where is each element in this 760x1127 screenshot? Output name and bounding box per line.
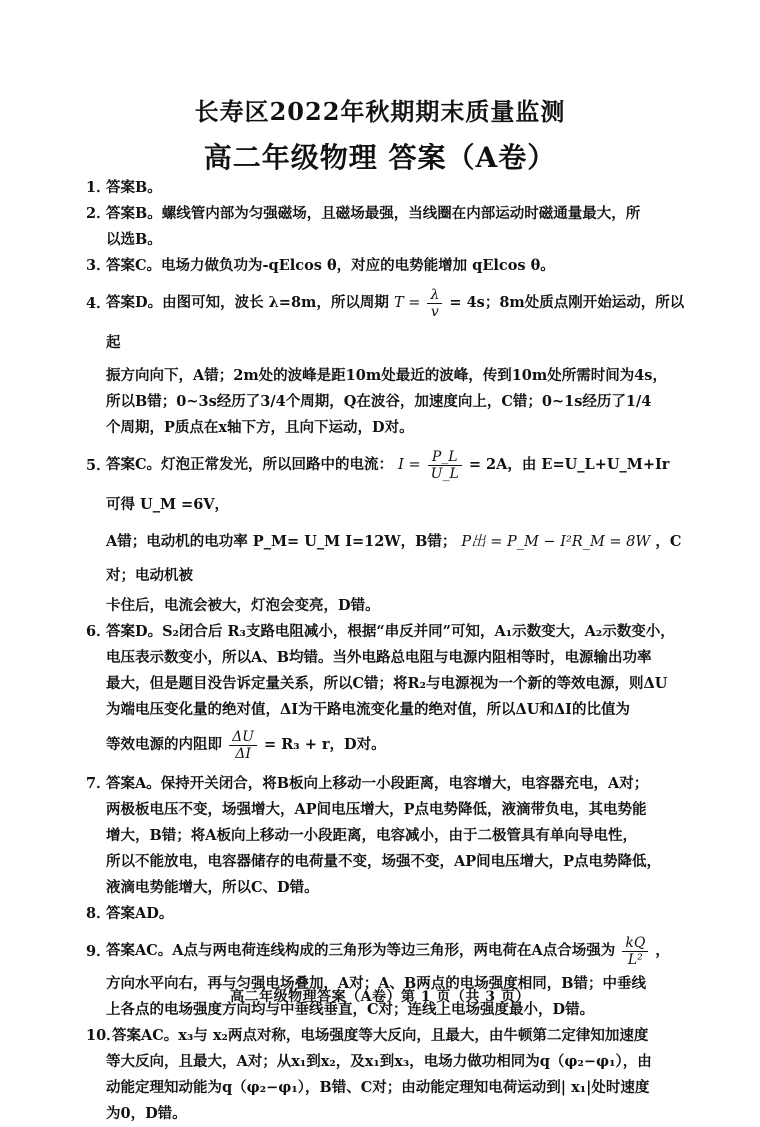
fraction-numerator: ΔU <box>229 729 257 746</box>
formula-symbol: I = <box>398 457 421 473</box>
fraction <box>427 287 442 320</box>
answer-list <box>86 175 686 1127</box>
answer-line: 答案C。电场力做负功为-qElcos θ，对应的电势能增加 qElcos θ。 <box>106 257 555 274</box>
text-segment: 答案AC。A点与两电荷连线构成的三角形为等边三角形，两电荷在A点合场强为 <box>106 942 616 959</box>
answer-line: 动能定理知动能为q（φ₂−φ₁），B错、C对；由动能定理知电荷运动到| x₁|处时速度 <box>106 1079 650 1096</box>
fraction-denominator: v <box>430 303 439 320</box>
formula-inline: P出 = P_M − I²R_M = 8W <box>461 534 651 550</box>
answer-number: 8． <box>86 905 111 922</box>
fraction-denominator: U_L <box>430 465 459 482</box>
answer-item-3 <box>86 253 686 279</box>
answer-number: 4． <box>86 295 111 312</box>
answer-key-title: 高二年级物理 答案（A卷） <box>203 141 557 174</box>
fraction-numerator: P_L <box>428 449 462 466</box>
answer-number: 3． <box>86 257 111 274</box>
text-segment: = 4s；8m处质点刚开始运动，所以起 <box>106 294 685 351</box>
text-segment: = R₃ + r，D对。 <box>264 736 386 753</box>
answer-line: 答案AC。x₃与 x₂两点对称，电场强度等大反向，且最大，由牛顿第二定律知加速度 <box>112 1027 649 1044</box>
answer-item-8 <box>86 901 686 927</box>
answer-line: 卡住后，电流会被大，灯泡会变亮，D错。 <box>106 597 380 614</box>
answer-line <box>106 723 686 767</box>
answer-line: 所以B错；0~3s经历了3/4个周期，Q在波谷，加速度向上，C错；0~1s经历了1/4 <box>106 393 652 410</box>
answer-number: 2． <box>86 205 111 222</box>
answer-number: 9． <box>86 943 111 960</box>
answer-line <box>106 931 686 971</box>
fraction-numerator: kQ <box>622 935 648 952</box>
answer-line: 方向水平向右，再与匀强电场叠加，A对；A、B两点的电场强度相同，B错；中垂线 <box>106 975 647 992</box>
answer-item-5 <box>86 445 686 619</box>
answer-line: 答案AD。 <box>106 905 174 922</box>
fraction <box>428 449 462 482</box>
answer-item-9 <box>86 931 686 1023</box>
answer-line: 个周期，P质点在x轴下方，且向下运动，D对。 <box>106 419 414 436</box>
answer-line: 上各点的电场强度方向均与中垂线垂直，C对；连线上电场强度最小，D错。 <box>106 1001 595 1018</box>
answer-number: 1． <box>86 179 111 196</box>
text-segment: A错；电动机的电功率 P_M= U_M I=12W，B错； <box>106 533 457 550</box>
answer-item-2 <box>86 201 686 253</box>
answer-line: 为端电压变化量的绝对值，ΔI为干路电流变化量的绝对值，所以ΔU和ΔI的比值为 <box>106 701 630 718</box>
fraction-denominator: ΔI <box>235 745 251 762</box>
page-footer: 高二年级物理答案（A卷）第 1 页（共 3 页） <box>230 989 530 1005</box>
answer-line: 电压表示数变小，所以A、B均错。当外电路总电阻与电源内阻相等时，电源输出功率 <box>106 649 652 666</box>
answer-line: 增大，B错；将A板向上移动一小段距离，电容减小，由于二极管具有单向导电性， <box>106 827 638 844</box>
answer-line: 振方向向下，A错；2m处的波峰是距10m处最近的波峰，传到10m处所需时间为4s， <box>106 367 667 384</box>
answer-line: 答案A。保持开关闭合，将B板向上移动一小段距离，电容增大，电容器充电，A对； <box>106 775 649 792</box>
answer-number: 6． <box>86 623 111 640</box>
answer-item-1 <box>86 175 686 201</box>
text-segment: ，C对；电动机被 <box>106 533 682 584</box>
fraction <box>229 729 257 762</box>
text-segment: ， <box>655 942 670 959</box>
text-segment: 等效电源的内阻即 <box>106 736 222 753</box>
text-segment: 答案C。灯泡正常发光，所以回路中的电流： <box>106 456 394 473</box>
answer-item-7 <box>86 771 686 901</box>
fraction <box>622 935 648 968</box>
answer-line: 为0，D错。 <box>106 1105 187 1122</box>
text-segment: = 2A，由 E=U_L+U_M+Ir 可得 U_M =6V， <box>106 456 670 513</box>
answer-line <box>106 283 686 363</box>
answer-line <box>106 525 686 593</box>
answer-line: 答案B。 <box>106 179 162 196</box>
answer-line: 所以不能放电，电容器储存的电荷量不变，场强不变，AP间电压增大，P点电势降低， <box>106 853 662 870</box>
answer-line: 两极板电压不变，场强增大，AP间电压增大，P点电势降低，液滴带负电，其电势能 <box>106 801 647 818</box>
formula-symbol: T = <box>393 295 421 311</box>
exam-title: 长寿区2022年秋期期末质量监测 <box>194 97 566 126</box>
text-segment: 答案D。由图可知，波长 λ=8m，所以周期 <box>106 294 389 311</box>
answer-line: 以选B。 <box>106 231 162 248</box>
answer-line: 答案B。螺线管内部为匀强磁场，且磁场最强，当线圈在内部运动时磁通量最大，所 <box>106 205 641 222</box>
answer-number: 5． <box>86 457 111 474</box>
answer-line: 等大反向，且最大，A对；从x₁到x₂，及x₁到x₃，电场力做功相同为q（φ₂−φ₁），由 <box>106 1053 652 1070</box>
answer-item-6 <box>86 619 686 767</box>
answer-line <box>106 445 686 525</box>
fraction-numerator: λ <box>427 287 442 304</box>
answer-line: 答案D。S₂闭合后 R₃支路电阻减小，根据“串反并同”可知，A₁示数变大，A₂示数变小， <box>106 623 675 640</box>
answer-number: 7． <box>86 775 111 792</box>
answer-item-4 <box>86 283 686 441</box>
answer-line: 最大，但是题目没告诉定量关系，所以C错；将R₂与电源视为一个新的等效电源，则ΔU <box>106 675 668 692</box>
answer-number: 10． <box>86 1027 121 1044</box>
fraction-denominator: L² <box>627 951 643 968</box>
answer-item-10 <box>86 1023 686 1127</box>
answer-line: 液滴电势能增大，所以C、D错。 <box>106 879 319 896</box>
